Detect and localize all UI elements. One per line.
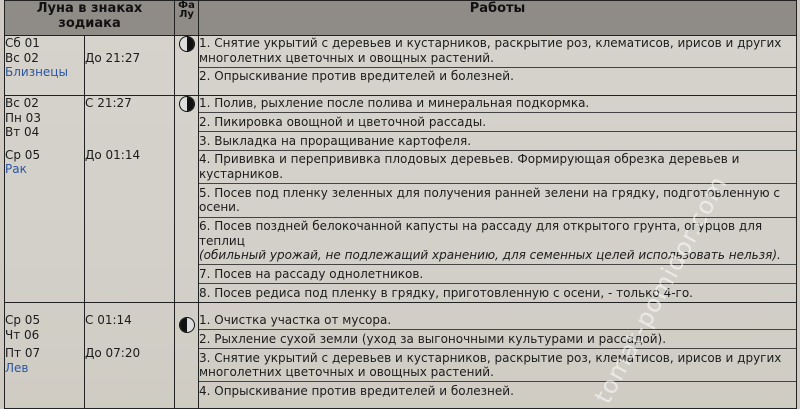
day-label: Вс 02 [5, 96, 39, 110]
day-label: Пт 07 [5, 346, 41, 361]
day-label: Чт 06 [5, 327, 40, 342]
site-watermark: tomat-pomidor.com [589, 171, 733, 409]
calendar-page [4, 0, 796, 409]
work-item: 2. Пикировка овощной и цветочной рассады. [199, 112, 796, 129]
table-row [5, 36, 797, 96]
time-label [85, 328, 174, 343]
phase-cell [175, 303, 199, 409]
time-label: С 21:27 [85, 96, 132, 110]
day-cell [5, 303, 85, 409]
day-label: Вс 02 [5, 50, 39, 65]
header-phase-line2: Лу [179, 9, 194, 20]
day-label: Ср 05 [5, 313, 41, 328]
moon-waxing-icon [179, 36, 195, 52]
day-cell [5, 36, 85, 96]
work-item-note: (обильный урожай, не подлежащий хранению, для семенных целей использовать нельзя). [199, 248, 781, 263]
time-cell [85, 303, 175, 409]
work-item: 1. Снятие укрытий с деревьев и кустарников, раскрытие роз, клематисов, ирисов и других многолетних цветочных и овощных растений. [199, 36, 782, 65]
work-item: 2. Рыхление сухой земли (уход за выгоночными культурами и рассадой). [199, 329, 796, 346]
works-cell [199, 36, 797, 96]
table-row [5, 303, 797, 409]
moon-calendar-table [4, 0, 797, 409]
work-item: 1. Полив, рыхление после полива и минеральная подкормка. [199, 96, 590, 110]
day-label: Ср 05 [5, 147, 41, 162]
work-item: 5. Посев под пленку зеленных для получения ранней зелени на грядку, подготовленную с осени. [199, 183, 796, 215]
moon-waning-icon [179, 317, 195, 333]
moon-waxing-icon [179, 96, 195, 112]
work-item: 2. Опрыскивание против вредителей и болезней. [199, 67, 796, 84]
phase-cell [175, 96, 199, 303]
table-header [5, 1, 797, 36]
time-label [85, 111, 174, 126]
day-cell [5, 96, 85, 303]
time-label: До 21:27 [85, 50, 141, 65]
day-label: Вт 04 [5, 125, 40, 140]
header-phase-line1: Фа [178, 0, 195, 11]
time-label [85, 36, 174, 51]
work-item: 7. Посев на рассаду однолетников. [199, 264, 796, 281]
work-item: 1. Очистка участка от мусора. [199, 313, 392, 328]
work-item: 3. Выкладка на проращивание картофеля. [199, 131, 796, 148]
phase-cell [175, 36, 199, 96]
zodiac-sign: Лев [5, 360, 29, 375]
time-cell [85, 36, 175, 96]
day-label: Сб 01 [5, 36, 40, 50]
zodiac-sign: Близнецы [5, 65, 68, 80]
time-label: С 01:14 [85, 313, 132, 328]
work-item: 4. Прививка и перепрививка плодовых деревьев. Формирующая обрезка деревьев и кустарников. [199, 150, 796, 182]
header-moon-phase [175, 1, 199, 36]
work-item: 3. Снятие укрытий с деревьев и кустарников, раскрытие роз, клематисов, ирисов и других многолетних цветочных и овощных растений. [199, 348, 796, 380]
time-label: До 07:20 [85, 346, 141, 361]
header-moon-in-signs: Луна в знаках зодиака [5, 1, 175, 36]
time-label [85, 125, 174, 140]
time-cell [85, 96, 175, 303]
work-item: 6. Посев поздней белокочанной капусты на рассаду для открытого грунта, огурцов для теплиц [199, 217, 796, 249]
work-item: 8. Посев редиса под пленку в грядку, приготовленную с осени, - только 4-го. [199, 283, 796, 300]
works-cell [199, 303, 797, 409]
work-item: 4. Опрыскивание против вредителей и болезней. [199, 381, 796, 398]
zodiac-sign: Рак [5, 162, 27, 177]
day-label: Пн 03 [5, 110, 41, 125]
header-works: Работы [199, 1, 797, 36]
time-label: До 01:14 [85, 147, 141, 162]
